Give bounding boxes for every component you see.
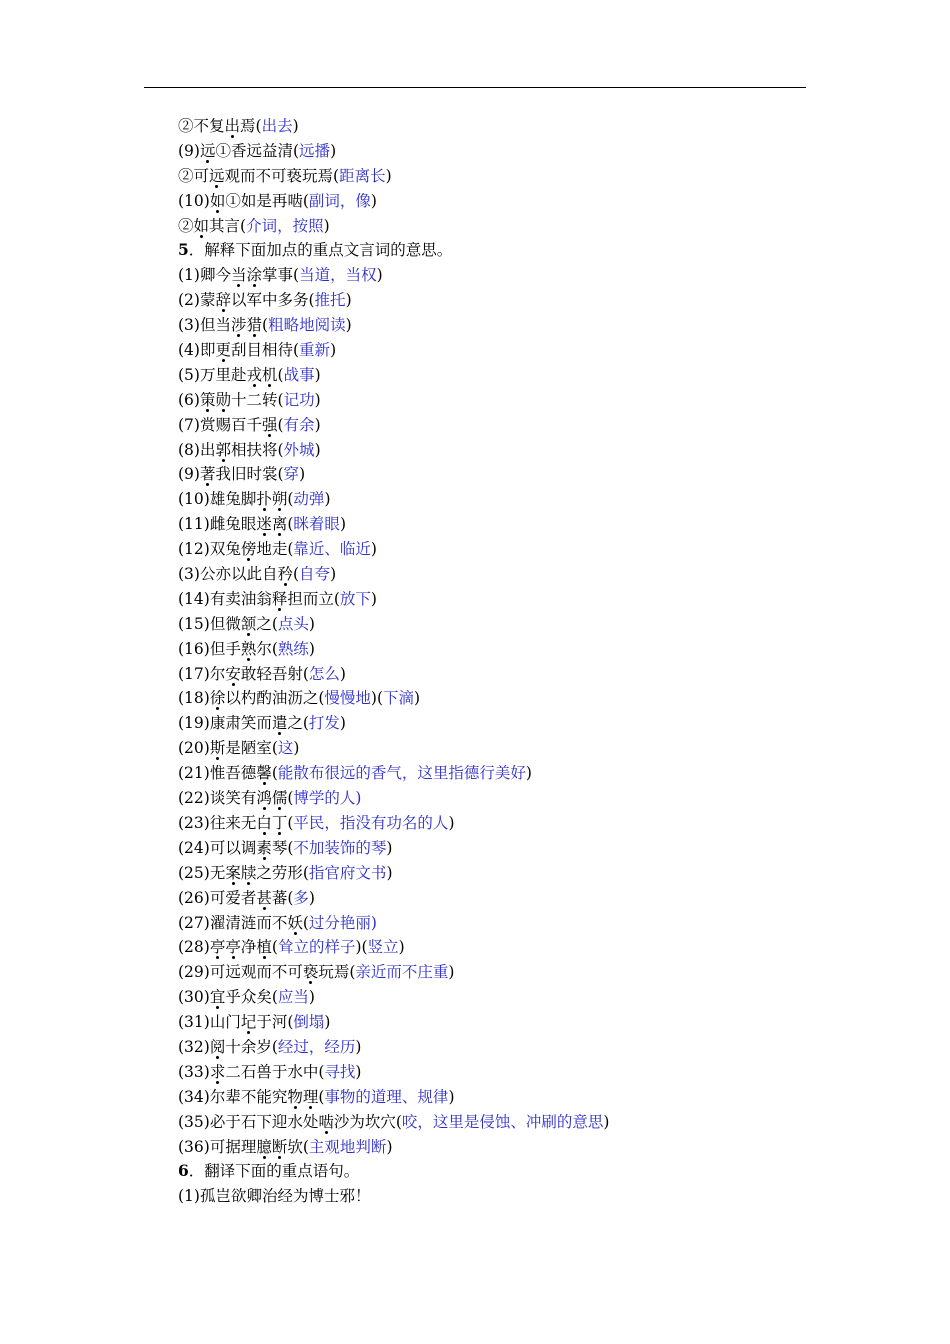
item-text: ) <box>330 141 337 160</box>
dotted-keyword: 涉 <box>230 316 247 335</box>
dotted-keyword: 强 <box>261 415 278 434</box>
answer-text: 当道，当权 <box>299 266 377 285</box>
item-text: (3)公亦以此自 <box>178 565 278 584</box>
section-heading <box>178 238 798 263</box>
answer-text: 应当 <box>277 988 309 1007</box>
dotted-keyword: 亵 <box>302 963 319 982</box>
item-text: (36)可据理 <box>178 1137 257 1156</box>
item-text: ) <box>386 863 393 882</box>
answer-text: 亲近而不庄重 <box>355 963 449 982</box>
exercise-line <box>178 1110 798 1135</box>
exercise-content <box>178 114 798 1209</box>
item-text: (1)孤岂欲卿治经为博士邪！ <box>178 1187 371 1206</box>
item-text: (6) <box>178 390 200 409</box>
item-text: ( <box>287 813 294 832</box>
dotted-keyword: 遣 <box>271 714 288 733</box>
item-text: (34)尔辈不能究 <box>178 1087 288 1106</box>
section-title: ．解释下面加点的重点文言词的意思。 <box>188 241 453 260</box>
item-text: ) <box>355 1062 362 1081</box>
item-text: ) <box>330 565 337 584</box>
item-text: (20) <box>178 739 210 758</box>
answer-text: 这 <box>277 739 294 758</box>
item-text: (27)濯清涟而不 <box>178 913 288 932</box>
answer-text: 远播 <box>299 141 331 160</box>
item-text: (22)谈笑有 <box>178 789 257 808</box>
dotted-keyword: 如 <box>209 191 226 210</box>
item-text: 以军中多务( <box>230 291 315 310</box>
answer-text: 平民，指没有功名的人 <box>293 813 449 832</box>
exercise-line <box>178 686 798 711</box>
dotted-keyword: 求 <box>209 1062 226 1081</box>
item-text: 于河( <box>256 1013 294 1032</box>
dotted-keyword: 郭 <box>215 440 231 459</box>
exercise-line <box>178 338 798 363</box>
dotted-keyword: 物 <box>287 1087 303 1106</box>
exercise-line <box>178 537 798 562</box>
dotted-keyword: 颔 <box>240 614 257 633</box>
exercise-line <box>178 388 798 413</box>
answer-text: 打发 <box>308 714 340 733</box>
item-text: ) <box>314 440 321 459</box>
item-text: 十二转( <box>231 390 284 409</box>
item-text: ) <box>324 490 331 509</box>
item-text: (24)可以调 <box>178 838 257 857</box>
dotted-keyword: 鸿 <box>256 789 272 808</box>
dotted-keyword: 臆 <box>256 1137 272 1156</box>
dotted-keyword: 如 <box>193 216 210 235</box>
item-text: ) <box>386 1137 393 1156</box>
answer-text: 能散布很远的香气，这里指德行美好 <box>277 764 526 783</box>
item-text: ) <box>414 689 421 708</box>
item-text: (9) <box>178 465 200 484</box>
item-text: ( <box>292 565 300 584</box>
item-text: ) <box>525 764 532 783</box>
item-text: 蕃( <box>271 888 294 907</box>
item-text: ) <box>314 415 321 434</box>
exercise-line <box>178 612 798 637</box>
item-text: 敢轻吾射( <box>240 664 309 683</box>
answer-text: 熟练 <box>277 639 309 658</box>
dotted-keyword: 素 <box>256 838 272 857</box>
item-text: ) <box>314 390 321 409</box>
item-text: 欤( <box>287 1137 309 1156</box>
item-text: (23)往来无 <box>178 813 257 832</box>
item-text: ( <box>287 789 294 808</box>
item-text: ) <box>386 838 393 857</box>
dotted-keyword: 亭 <box>225 938 241 957</box>
item-text: (1)卿今 <box>178 266 231 285</box>
item-text: 刮目相待( <box>230 341 300 360</box>
dotted-keyword: 更 <box>215 341 231 360</box>
exercise-line <box>178 662 798 687</box>
exercise-line <box>178 1010 798 1035</box>
item-text: 其言( <box>209 216 247 235</box>
answer-text: 怎么 <box>308 664 340 683</box>
item-text: ) <box>330 341 337 360</box>
item-text: ) <box>370 540 377 559</box>
dotted-keyword: 离 <box>271 515 288 534</box>
exercise-line <box>178 960 798 985</box>
item-text: ) <box>308 639 315 658</box>
dotted-keyword: 机 <box>261 365 278 384</box>
item-text: ②不复 <box>178 117 225 135</box>
dotted-keyword: 矜 <box>277 565 293 584</box>
item-text: ) <box>324 1013 331 1032</box>
item-text: ) <box>292 117 299 135</box>
exercise-line <box>178 263 798 288</box>
item-text: (33) <box>178 1062 210 1081</box>
item-text: ( <box>277 415 284 434</box>
exercise-line <box>178 711 798 736</box>
item-text: 之劳形( <box>256 863 309 882</box>
item-text: ) <box>308 988 315 1007</box>
item-text: (19)康肃笑而 <box>178 714 272 733</box>
dotted-keyword: 远 <box>199 141 216 160</box>
item-text: (28) <box>178 938 210 957</box>
item-text: ) <box>398 938 405 957</box>
item-text: 相扶将( <box>230 440 284 459</box>
exercise-line <box>178 139 798 164</box>
section-number: 6 <box>178 1161 189 1181</box>
item-text: 掌事( <box>262 266 300 285</box>
item-text: ( <box>262 316 269 335</box>
item-text: ) <box>308 888 315 907</box>
answer-text: 过分艳丽) <box>308 913 377 932</box>
dotted-keyword: 扑 <box>256 490 272 509</box>
exercise-line <box>178 214 798 239</box>
dotted-keyword: 牍 <box>240 863 257 882</box>
exercise-line <box>178 164 798 189</box>
item-text: 是陋室( <box>225 739 278 758</box>
item-text: ( <box>287 515 294 534</box>
answer-text: 指官府文书 <box>308 863 387 882</box>
item-text: ) <box>603 1112 610 1131</box>
item-text: ①香远益清( <box>215 141 300 160</box>
dotted-keyword: 傍 <box>240 540 257 559</box>
item-text: 之( <box>256 614 278 633</box>
item-text: ) <box>314 365 321 384</box>
answer-text: 靠近、临近 <box>293 540 371 559</box>
dotted-keyword: 远 <box>209 166 225 185</box>
section-title: ．翻译下面的重点语句。 <box>188 1162 360 1181</box>
dotted-keyword: 圮 <box>240 1013 257 1032</box>
dotted-keyword: 著 <box>199 465 216 484</box>
item-text: 担而立( <box>287 589 340 608</box>
answer-text: 事物的道理、规律 <box>324 1087 449 1106</box>
item-text: 二石兽于水中( <box>225 1062 325 1081</box>
item-text: 地走( <box>256 540 294 559</box>
item-text: ①如是再啮( <box>225 191 309 210</box>
exercise-line <box>178 313 798 338</box>
dotted-keyword: 当 <box>230 266 247 285</box>
item-text: 尔( <box>256 639 278 658</box>
answer-text: 副词，像 <box>308 191 371 210</box>
answer-text: 外城 <box>283 440 315 459</box>
item-text: (2)蒙 <box>178 291 216 310</box>
answer-text: 耸立的样子 <box>277 938 356 957</box>
answer-text: 战事 <box>283 365 315 384</box>
item-text: ) <box>299 465 306 484</box>
exercise-line <box>178 487 798 512</box>
answer-text: 寻找 <box>324 1062 356 1081</box>
dotted-keyword: 熟 <box>240 639 257 658</box>
dotted-keyword: 斯 <box>209 739 226 758</box>
item-text: (10)雄兔脚 <box>178 490 257 509</box>
exercise-line <box>178 811 798 836</box>
dotted-keyword: 迷 <box>256 515 272 534</box>
item-text: (12)双兔 <box>178 540 241 559</box>
answer-text: 下滴 <box>383 689 415 708</box>
dotted-keyword: 亭 <box>209 938 226 957</box>
item-text: ② <box>178 216 194 235</box>
item-text: (4)即 <box>178 341 216 360</box>
exercise-line <box>178 886 798 911</box>
dotted-keyword: 白 <box>256 813 272 832</box>
dotted-keyword: 植 <box>256 938 272 957</box>
answer-text: 粗略地阅读 <box>268 316 346 335</box>
item-text: ) <box>385 166 392 185</box>
exercise-line <box>178 761 798 786</box>
item-text: (7)赏赐百千 <box>178 415 262 434</box>
dotted-keyword: 勋 <box>215 390 231 409</box>
item-text: (21)惟吾德 <box>178 764 257 783</box>
exercise-line <box>178 786 798 811</box>
answer-text: 介词，按照 <box>246 216 324 235</box>
item-text: (15)但微 <box>178 614 241 633</box>
dotted-keyword: 猎 <box>246 316 262 335</box>
answer-text: 距离长 <box>339 166 386 185</box>
item-text: ) <box>345 316 352 335</box>
item-text: 我旧时裳( <box>215 465 284 484</box>
item-text: 乎众矣( <box>225 988 278 1007</box>
exercise-line <box>178 363 798 388</box>
section-number: 5 <box>178 240 189 260</box>
item-text: (32) <box>178 1037 210 1056</box>
item-text: (18) <box>178 689 210 708</box>
exercise-line <box>178 935 798 960</box>
exercise-line <box>178 512 798 537</box>
item-text: (29)可远观而不可 <box>178 963 303 982</box>
exercise-line <box>178 1135 798 1160</box>
answer-text: 重新 <box>299 341 331 360</box>
dotted-keyword: 涂 <box>246 266 262 285</box>
dotted-keyword: 甚 <box>256 888 272 907</box>
item-text: ) <box>323 216 330 235</box>
exercise-line <box>178 911 798 936</box>
dotted-keyword: 妖 <box>287 913 303 932</box>
exercise-line <box>178 985 798 1010</box>
item-text: (31)山门 <box>178 1013 241 1032</box>
header-rule <box>144 87 806 88</box>
item-text: ) <box>370 191 377 210</box>
dotted-keyword: 安 <box>225 664 241 683</box>
item-text: (16)但手 <box>178 639 241 658</box>
exercise-line <box>178 438 798 463</box>
item-text: 琴( <box>271 838 294 857</box>
item-text: ) <box>339 664 346 683</box>
answer-text: 倒塌 <box>293 1013 325 1032</box>
item-text: (10) <box>178 191 210 210</box>
dotted-keyword: 释 <box>271 589 288 608</box>
item-text: )( <box>355 938 368 957</box>
exercise-line <box>178 114 798 139</box>
item-text: (11)雌兔眼 <box>178 515 257 534</box>
item-text: 玩焉( <box>318 963 356 982</box>
answer-text: 博学的人) <box>293 789 362 808</box>
item-text: (25)无 <box>178 863 226 882</box>
dotted-keyword: 儒 <box>271 789 288 808</box>
dotted-keyword: 理 <box>302 1087 319 1106</box>
item-text: (17)尔 <box>178 664 226 683</box>
exercise-line <box>178 1085 798 1110</box>
exercise-line <box>178 637 798 662</box>
answer-text: 多 <box>293 888 309 907</box>
dotted-keyword: 徐 <box>209 689 226 708</box>
answer-text: 放下 <box>339 589 371 608</box>
item-text: ②可 <box>178 166 210 185</box>
exercise-line <box>178 1060 798 1085</box>
item-text: ( <box>271 764 278 783</box>
item-text: ) <box>293 739 300 758</box>
dotted-keyword: 宜 <box>209 988 226 1007</box>
item-text: (26)可爱者 <box>178 888 257 907</box>
exercise-line <box>178 462 798 487</box>
answer-text: 咬，这里是侵蚀、冲刷的意思 <box>401 1112 604 1131</box>
exercise-line <box>178 1035 798 1060</box>
answer-text: 点头 <box>277 614 309 633</box>
answer-text: 主观地判断 <box>308 1137 387 1156</box>
dotted-keyword: 断 <box>271 1137 288 1156</box>
item-text: ( <box>318 1087 325 1106</box>
item-text: (14)有卖油翁 <box>178 589 272 608</box>
answer-text: 不加装饰的琴 <box>293 838 387 857</box>
answer-text: 出去 <box>261 117 293 135</box>
item-text: ( <box>287 490 294 509</box>
answer-text: 记功 <box>283 390 315 409</box>
item-text: 观而不可亵玩焉( <box>224 166 340 185</box>
item-text: (8)出 <box>178 440 216 459</box>
item-text: ) <box>355 1037 362 1056</box>
item-text: ) <box>345 291 352 310</box>
answer-text: 竖立 <box>367 938 399 957</box>
item-text: ( <box>271 938 278 957</box>
exercise-line <box>178 562 798 587</box>
item-text: (30) <box>178 988 210 1007</box>
dotted-keyword: 朔 <box>271 490 288 509</box>
exercise-line <box>178 1184 798 1209</box>
item-text: ( <box>277 365 284 384</box>
item-text: ) <box>339 714 346 733</box>
exercise-line <box>178 587 798 612</box>
dotted-keyword: 出 <box>224 117 241 135</box>
dotted-keyword: 丁 <box>271 813 288 832</box>
exercise-line <box>178 861 798 886</box>
answer-text: 穿 <box>283 465 300 484</box>
item-text: ) <box>339 515 346 534</box>
dotted-keyword: 馨 <box>256 764 272 783</box>
item-text: (35)必于石下迎水处 <box>178 1112 319 1131</box>
dotted-keyword: 策 <box>199 390 216 409</box>
item-text: )( <box>370 689 384 708</box>
item-text: 之( <box>287 714 309 733</box>
item-text: 十余岁( <box>225 1037 278 1056</box>
exercise-line <box>178 736 798 761</box>
answer-text: 慢慢地 <box>324 689 371 708</box>
dotted-keyword: 辞 <box>215 291 231 310</box>
section-heading <box>178 1159 798 1184</box>
item-text: ( <box>302 913 309 932</box>
item-text: 净 <box>240 938 257 957</box>
item-text: ) <box>370 589 377 608</box>
answer-text: 经过，经历 <box>277 1037 356 1056</box>
item-text: ) <box>308 614 315 633</box>
dotted-keyword: 啮 <box>318 1112 334 1131</box>
answer-text: 推托 <box>314 291 346 310</box>
answer-text: 自夸 <box>299 565 331 584</box>
answer-text: 动弹 <box>293 490 325 509</box>
item-text: 以杓酌油沥之( <box>225 689 325 708</box>
answer-text: 有余 <box>283 415 315 434</box>
item-text: ) <box>448 1087 455 1106</box>
item-text: (9) <box>178 141 200 160</box>
exercise-line <box>178 189 798 214</box>
item-text: ) <box>448 963 455 982</box>
exercise-line <box>178 836 798 861</box>
item-text: ) <box>376 266 383 285</box>
item-text: 焉( <box>240 117 262 135</box>
item-text: (5)万里赴 <box>178 365 247 384</box>
item-text: 沙为坎穴( <box>333 1112 402 1131</box>
answer-text: 眯着眼 <box>293 515 340 534</box>
exercise-line <box>178 413 798 438</box>
item-text: (3)但当 <box>178 316 231 335</box>
item-text: ) <box>448 813 455 832</box>
dotted-keyword: 阅 <box>209 1037 226 1056</box>
dotted-keyword: 戎 <box>246 365 262 384</box>
dotted-keyword: 案 <box>225 863 241 882</box>
exercise-line <box>178 288 798 313</box>
